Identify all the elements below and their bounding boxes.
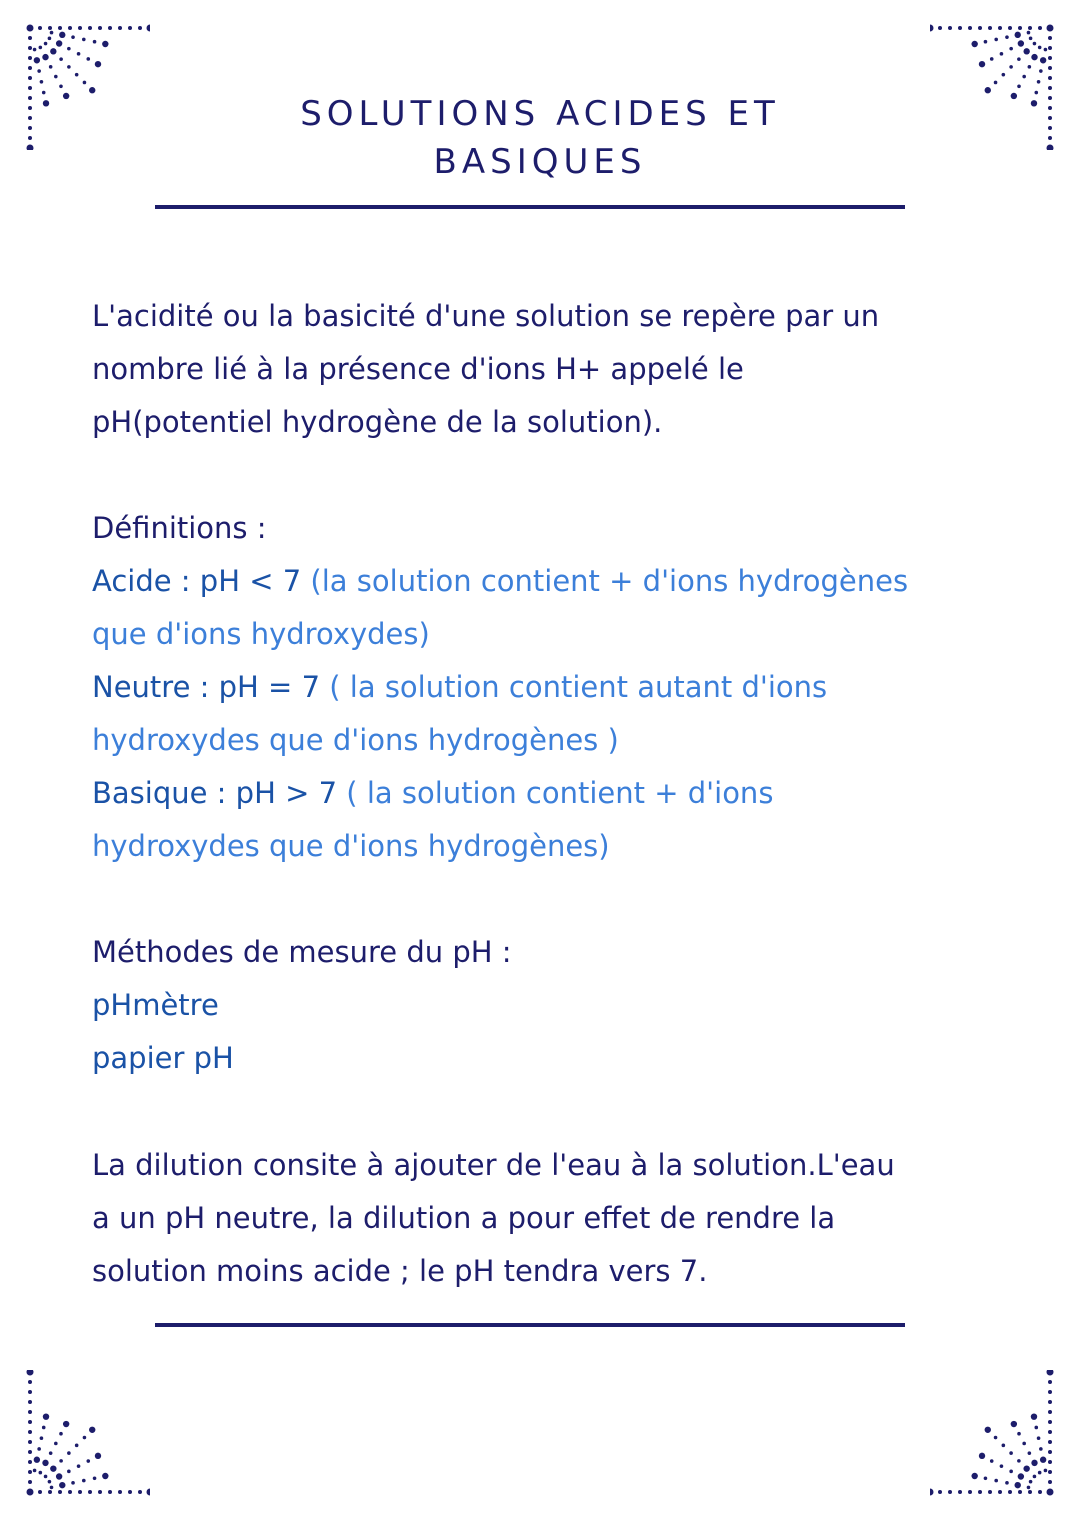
corner-decoration-top-right bbox=[930, 20, 1060, 150]
neutre-description: ( la solution contient autant d'ions bbox=[320, 670, 828, 704]
acide-description-continued: que d'ions hydroxydes) bbox=[92, 617, 430, 651]
title-divider bbox=[155, 205, 905, 209]
page-title-line-1: SOLUTIONS ACIDES ET bbox=[300, 94, 780, 134]
basique-description-continued: hydroxydes que d'ions hydrogènes) bbox=[92, 829, 610, 863]
methods-heading: Méthodes de mesure du pH : bbox=[92, 935, 512, 969]
neutre-description-continued: hydroxydes que d'ions hydrogènes ) bbox=[92, 723, 619, 757]
bottom-divider bbox=[155, 1323, 905, 1327]
neutre-label: Neutre : pH = 7 bbox=[92, 670, 321, 704]
definition-acide bbox=[92, 563, 908, 599]
corner-decoration-bottom-left bbox=[20, 1370, 150, 1500]
corner-decoration-bottom-right bbox=[930, 1370, 1060, 1500]
definitions-heading: Définitions : bbox=[92, 511, 267, 545]
method-item: pHmètre bbox=[92, 988, 219, 1022]
acide-description: (la solution contient + d'ions hydrogènes bbox=[301, 564, 909, 598]
definition-neutre bbox=[92, 669, 827, 705]
intro-line-1: L'acidité ou la basicité d'une solution se repère par un bbox=[92, 299, 880, 333]
corner-decoration-top-left bbox=[20, 20, 150, 150]
acide-label: Acide : pH < 7 bbox=[92, 564, 302, 598]
dilution-line-2: a un pH neutre, la dilution a pour effet de rendre la bbox=[92, 1201, 836, 1235]
dilution-line-1: La dilution consite à ajouter de l'eau à la solution.L'eau bbox=[92, 1148, 895, 1182]
definition-basique bbox=[92, 775, 773, 811]
intro-line-2: nombre lié à la présence d'ions H+ appelé le bbox=[92, 352, 744, 386]
basique-description: ( la solution contient + d'ions bbox=[337, 776, 774, 810]
method-item: papier pH bbox=[92, 1041, 234, 1075]
basique-label: Basique : pH > 7 bbox=[92, 776, 338, 810]
dilution-line-3: solution moins acide ; le pH tendra vers 7. bbox=[92, 1254, 708, 1288]
intro-line-3: pH(potentiel hydrogène de la solution). bbox=[92, 405, 663, 439]
page-title-line-2: BASIQUES bbox=[433, 142, 647, 182]
